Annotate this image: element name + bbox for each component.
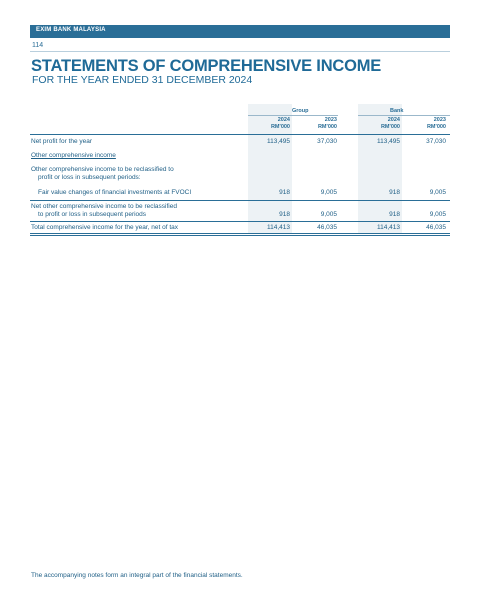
page-divider [30,51,450,52]
column-year: 2023 [433,117,446,123]
column-header [386,117,446,131]
row-divider [30,200,450,201]
group-header-rule [248,115,338,116]
table-cell: 918 [279,189,290,196]
table-bottom-rule-double [30,235,450,236]
table-bottom-rule [30,233,450,234]
table-cell: 46,035 [426,224,446,231]
table-cell: 9,005 [429,211,446,218]
row-label-net-oci-line1: Net other comprehensive income to be reclassified [31,203,177,210]
column-year: 2024 [277,117,290,123]
table-cell: 918 [279,211,290,218]
table-cell: 918 [389,211,400,218]
row-heading-oci: Other comprehensive income [31,152,116,159]
page-title: STATEMENTS OF COMPREHENSIVE INCOME [31,57,382,75]
row-label-net-oci-line2: to profit or loss in subsequent periods [38,211,147,218]
table-cell: 37,030 [426,138,446,145]
table-cell: 46,035 [317,224,337,231]
row-label-fair-value: Fair value changes of financial investments at FVOCI [38,189,192,196]
header-band [30,25,450,38]
table-cell: 114,413 [266,224,290,231]
column-unit: RM'000 [380,124,400,130]
table-cell: 37,030 [317,138,337,145]
bank-header-rule [358,115,450,116]
page-number: 114 [32,42,44,49]
table-cell: 113,495 [376,138,400,145]
footer-note: The accompanying notes form an integral part of the financial statements. [31,572,243,579]
column-unit: RM'000 [317,124,337,130]
column-unit: RM'000 [270,124,290,130]
row-heading-reclassified-line2: profit or loss in subsequent periods: [38,174,141,181]
table-cell: 113,495 [266,138,290,145]
column-header [277,117,337,131]
bank-header: Bank [390,108,404,114]
table-top-rule [30,134,450,135]
column-year: 2024 [387,117,400,123]
table-cell: 9,005 [320,211,337,218]
row-heading-reclassified-line1: Other comprehensive income to be reclassified to [31,166,174,173]
table-cell: 9,005 [429,189,446,196]
row-label-net-profit: Net profit for the year [31,138,93,145]
header-band-text: EXIM BANK MALAYSIA [36,27,106,33]
page-subtitle: FOR THE YEAR ENDED 31 DECEMBER 2024 [32,74,253,86]
column-unit: RM'000 [426,124,446,130]
row-divider [30,221,450,222]
column-year: 2023 [324,117,337,123]
table-cell: 918 [389,189,400,196]
table-cell: 9,005 [320,189,337,196]
table-cell: 114,413 [376,224,400,231]
group-header: Group [292,108,309,114]
row-label-total: Total comprehensive income for the year, net of tax [31,224,179,231]
